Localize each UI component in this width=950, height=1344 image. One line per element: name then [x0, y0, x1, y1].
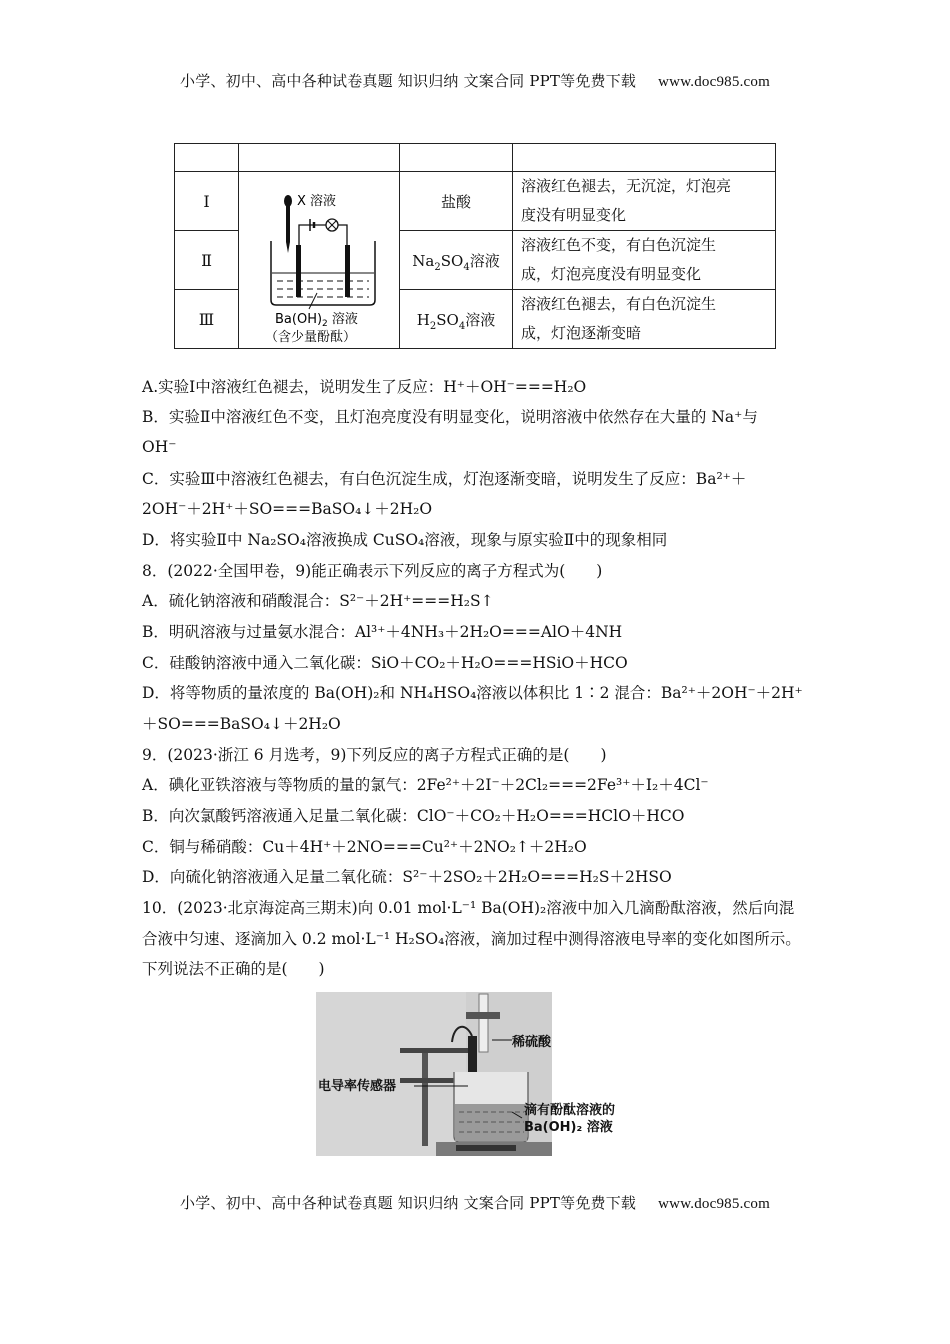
row-id: Ⅲ: [175, 290, 239, 349]
q8-option-d-line2: ＋SO===BaSO₄↓＋2H₂O: [142, 715, 341, 733]
experiment-table: [174, 143, 776, 349]
row-reagent: 盐酸: [400, 172, 513, 231]
q8-stem: 8．(2022·全国甲卷，9)能正确表示下列反应的离子方程式为( ): [142, 562, 603, 580]
row-id: Ⅰ: [175, 172, 239, 231]
q9-stem: 9．(2023·浙江 6 月选考，9)下列反应的离子方程式正确的是( ): [142, 746, 607, 764]
diagram-label-x: X 溶液: [297, 194, 337, 209]
q7-option-b-line2: OH⁻: [142, 438, 177, 456]
header-url[interactable]: www.doc985.com: [658, 74, 770, 90]
q10-stem-line2: 合液中匀速、逐滴加入 0.2 mol·L⁻¹ H₂SO₄溶液，滴加过程中测得溶液电导率的变化如图所示。: [142, 930, 801, 948]
header-text: 小学、初中、高中各种试卷真题 知识归纳 文案合同 PPT等免费下载: [180, 72, 637, 90]
dropper-bulb: [284, 195, 292, 207]
label-conductivity-sensor: 电导率传感器: [318, 1079, 397, 1094]
diagram-label-solution: $Ba(OH)_2$ 溶液: [275, 312, 358, 329]
label-solution-line2: Ba(OH)₂ 溶液: [524, 1120, 613, 1135]
q9-option-d: D．向硫化钠溶液通入足量二氧化硫：S²⁻＋2SO₂＋2H₂O===H₂S＋2HSO: [142, 868, 672, 886]
q7-option-d: D．将实验Ⅱ中 Na₂SO₄溶液换成 CuSO₄溶液，现象与原实验Ⅱ中的现象相同: [142, 531, 668, 549]
q10-stem-line1: 10．(2023·北京海淀高三期末)向 0.01 mol·L⁻¹ Ba(OH)₂溶液中加入几滴酚酞溶液，然后向混: [142, 899, 795, 917]
row-observation: 溶液红色不变，有白色沉淀生 成，灯泡亮度没有明显变化: [513, 231, 776, 290]
q7-option-b-line1: B．实验Ⅱ中溶液红色不变，且灯泡亮度没有明显变化，说明溶液中依然存在大量的 Na⁺与: [142, 408, 758, 426]
dropper-tip: [286, 242, 290, 253]
clamp-arm-2: [400, 1048, 470, 1053]
stand-rod: [422, 1052, 428, 1146]
page-header: [0, 70, 950, 91]
footer-text: 小学、初中、高中各种试卷真题 知识归纳 文案合同 PPT等免费下载: [180, 1194, 637, 1212]
burette-tube: [479, 994, 488, 1052]
label-solution-line1: 滴有酚酞溶液的: [524, 1103, 616, 1118]
q9-option-b: B．向次氯酸钙溶液通入足量二氧化碳：ClO⁻＋CO₂＋H₂O===HClO＋HCO: [142, 807, 685, 825]
table-header-row: [175, 144, 776, 172]
row-reagent: $H_2SO_4$溶液: [400, 290, 513, 349]
apparatus-diagram-cell: [239, 172, 400, 349]
footer-url[interactable]: www.doc985.com: [658, 1196, 770, 1212]
table-row: [175, 172, 776, 231]
circuit-wire: [299, 225, 347, 247]
dropper-tube: [286, 206, 290, 242]
row-observation: 溶液红色褪去，有白色沉淀生 成，灯泡逐渐变暗: [513, 290, 776, 349]
q8-option-d-line1: D．将等物质的量浓度的 Ba(OH)₂和 NH₄HSO₄溶液以体积比 1∶2 混合：Ba²⁺＋2OH⁻＋2H⁺: [142, 684, 803, 702]
experiment-photo: [316, 992, 616, 1156]
row-reagent: $Na_2SO_4$溶液: [400, 231, 513, 290]
label-dilute-sulfuric-acid: 稀硫酸: [512, 1035, 552, 1050]
q9-option-c: C．铜与稀硝酸：Cu＋4H⁺＋2NO===Cu²⁺＋2NO₂↑＋2H₂O: [142, 838, 587, 856]
label-leader: [309, 293, 317, 309]
row-id: Ⅱ: [175, 231, 239, 290]
page-footer: [0, 1192, 950, 1213]
q7-option-c-line2: 2OH⁻＋2H⁺＋SO===BaSO₄↓＋2H₂O: [142, 500, 433, 518]
burette-clamp: [466, 1012, 500, 1019]
q10-stem-line3: 下列说法不正确的是( ): [142, 960, 325, 978]
apparatus-diagram: [239, 175, 399, 345]
q7-option-a: A.实验Ⅰ中溶液红色褪去，说明发生了反应：H⁺＋OH⁻===H₂O: [142, 378, 587, 396]
diagram-label-indicator: （含少量酚酞）: [265, 330, 357, 345]
stirrer-panel: [456, 1145, 516, 1151]
q8-option-a: A．硫化钠溶液和硝酸混合：S²⁻＋2H⁺===H₂S↑: [142, 592, 494, 610]
q7-option-c-line1: C．实验Ⅲ中溶液红色褪去，有白色沉淀生成，灯泡逐渐变暗，说明发生了反应：Ba²⁺＋: [142, 470, 747, 488]
q9-option-a: A．碘化亚铁溶液与等物质的量的氯气：2Fe²⁺＋2I⁻＋2Cl₂===2Fe³⁺＋I₂＋4Cl⁻: [142, 776, 709, 794]
row-observation: 溶液红色褪去，无沉淀，灯泡亮 度没有明显变化: [513, 172, 776, 231]
q8-option-c: C．硅酸钠溶液中通入二氧化碳：SiO＋CO₂＋H₂O===HSiO＋HCO: [142, 654, 628, 672]
q8-option-b: B．明矾溶液与过量氨水混合：Al³⁺＋4NH₃＋2H₂O===AlO＋4NH: [142, 623, 623, 641]
